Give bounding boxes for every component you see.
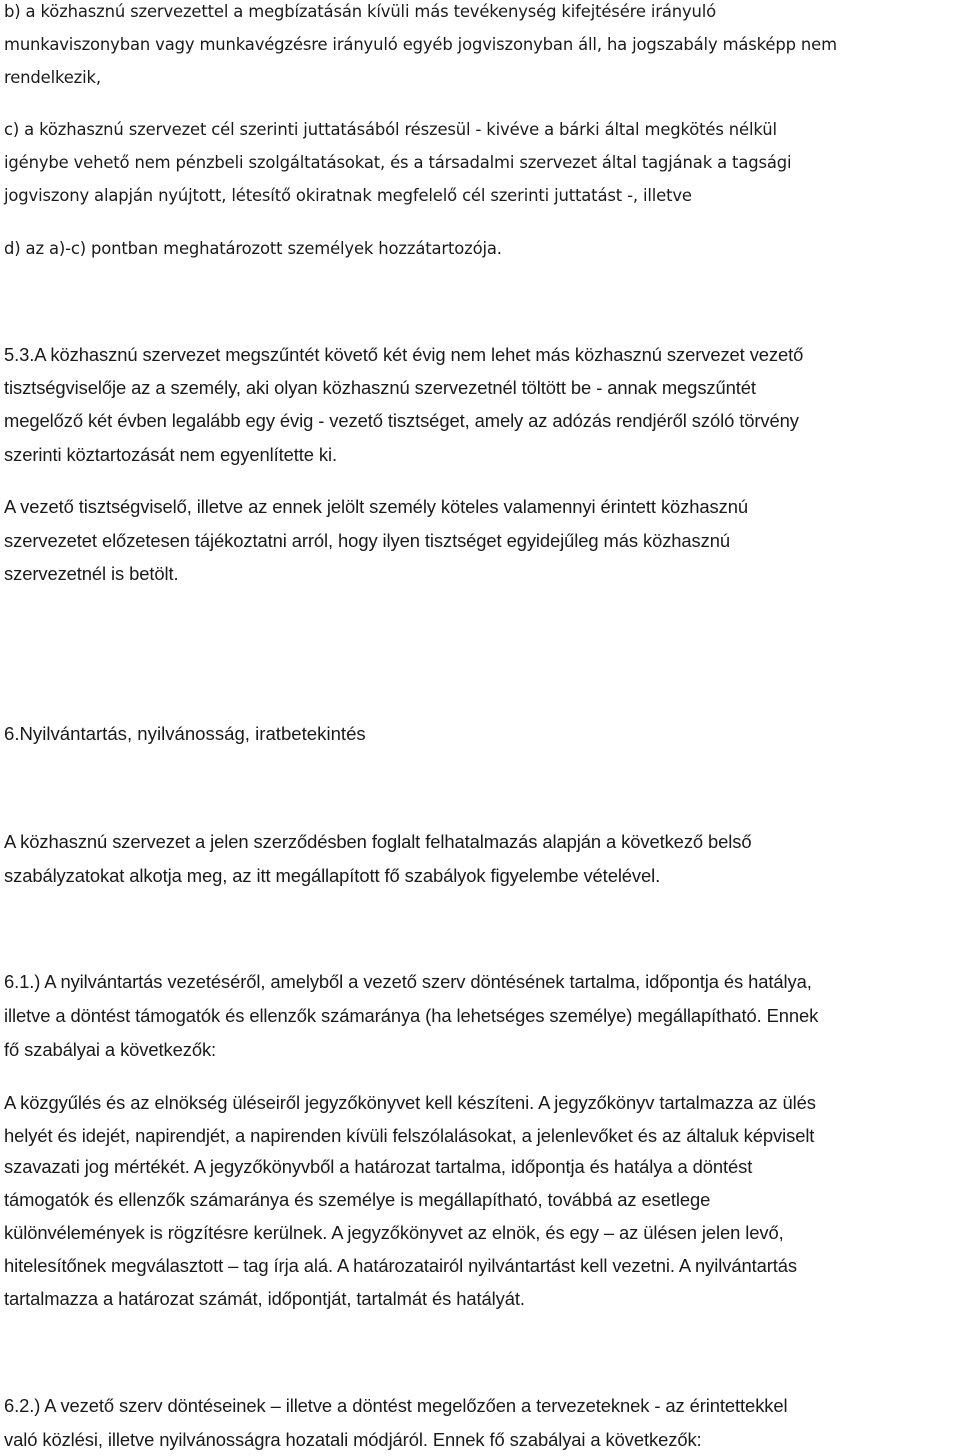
text-line-b-2: munkaviszonyban vagy munkavégzésre irányuló egyéb jogviszonyban áll, ha jogszabály másképp nem bbox=[4, 35, 837, 54]
text-line-rules-2: szabályzatokat alkotja meg, az itt megállapított fő szabályok figyelembe vételével. bbox=[4, 865, 661, 886]
text-line-6-2-2: való közlési, illetve nyilvánosságra hozatali módjáról. Ennek fő szabályai a következők: bbox=[4, 1429, 702, 1450]
text-line-minutes-7: tartalmazza a határozat számát, időpontját, tartalmát és hatályát. bbox=[4, 1288, 525, 1309]
text-line-5-3-3: megelőző két évben legalább egy évig - vezető tisztséget, amely az adózás rendjéről szóló törvény bbox=[4, 410, 799, 431]
text-line-5-3-2: tisztségviselője az a személy, aki olyan közhasznú szervezetnél töltött be - annak megszűntét bbox=[4, 377, 756, 398]
text-line-minutes-3: szavazati jog mértékét. A jegyzőkönyvből a határozat tartalma, időpontja és hatálya a döntést bbox=[4, 1156, 753, 1177]
text-line-officer-2: szervezetet előzetesen tájékoztatni arról, hogy ilyen tisztséget egyidejűleg más közhasznú bbox=[4, 530, 731, 551]
text-line-officer-1: A vezető tisztségviselő, illetve az ennek jelölt személy köteles valamennyi érintett közhasznú bbox=[4, 496, 748, 517]
text-line-6-1-3: fő szabályai a következők: bbox=[4, 1039, 217, 1060]
section-heading-6: 6.Nyilvántartás, nyilvánosság, iratbetekintés bbox=[4, 723, 366, 744]
text-line-6-2-1: 6.2.) A vezető szerv döntéseinek – illetve a döntést megelőzően a tervezeteknek - az érintettekkel bbox=[4, 1395, 788, 1416]
text-line-minutes-1: A közgyűlés és az elnökség üléseiről jegyzőkönyvet kell készíteni. A jegyzőkönyv tartalmazza az ülés bbox=[4, 1092, 816, 1113]
text-line-c-1: c) a közhasznú szervezet cél szerinti juttatásából részesül - kivéve a bárki által megkötés nélkül bbox=[4, 120, 777, 139]
text-line-minutes-6: hitelesítőnek megválasztott – tag írja alá. A határozatairól nyilvántartást kell vezetni. A nyilvántartás bbox=[4, 1255, 797, 1276]
text-line-officer-3: szervezetnél is betölt. bbox=[4, 563, 179, 584]
text-line-minutes-5: különvélemények is rögzítésre kerülnek. A jegyzőkönyvet az elnök, és egy – az ülésen jelen levő, bbox=[4, 1222, 784, 1243]
text-line-5-3-1: 5.3.A közhasznú szervezet megszűntét követő két évig nem lehet más közhasznú szervezet vezető bbox=[4, 344, 804, 365]
text-line-b-1: b) a közhasznú szervezettel a megbízatásán kívüli más tevékenység kifejtésére irányuló bbox=[4, 2, 717, 21]
text-line-c-2: igénybe vehető nem pénzbeli szolgáltatásokat, és a társadalmi szervezet által tagjának a tagsági bbox=[4, 153, 792, 172]
text-line-6-1-1: 6.1.) A nyilvántartás vezetéséről, amelyből a vezető szerv döntésének tartalma, időpontja és hatálya, bbox=[4, 971, 812, 992]
text-line-d-1: d) az a)-c) pontban meghatározott személyek hozzátartozója. bbox=[4, 239, 502, 258]
text-line-minutes-4: támogatók és ellenzők számaránya és személye is megállapítható, továbbá az esetlege bbox=[4, 1189, 711, 1210]
text-line-rules-1: A közhasznú szervezet a jelen szerződésben foglalt felhatalmazás alapján a következő belső bbox=[4, 831, 752, 852]
text-line-b-3: rendelkezik, bbox=[4, 68, 101, 87]
text-line-minutes-2: helyét és idejét, napirendjét, a napirenden kívüli felszólalásokat, a jelenlevőket és az általuk képviselt bbox=[4, 1125, 815, 1146]
text-line-6-1-2: illetve a döntést támogatók és ellenzők számaránya (ha lehetséges személye) megállapítható. Ennek bbox=[4, 1005, 819, 1026]
text-line-c-3: jogviszony alapján nyújtott, létesítő okiratnak megfelelő cél szerinti juttatást -, illetve bbox=[4, 186, 692, 205]
text-line-5-3-4: szerinti köztartozását nem egyenlítette ki. bbox=[4, 444, 338, 465]
